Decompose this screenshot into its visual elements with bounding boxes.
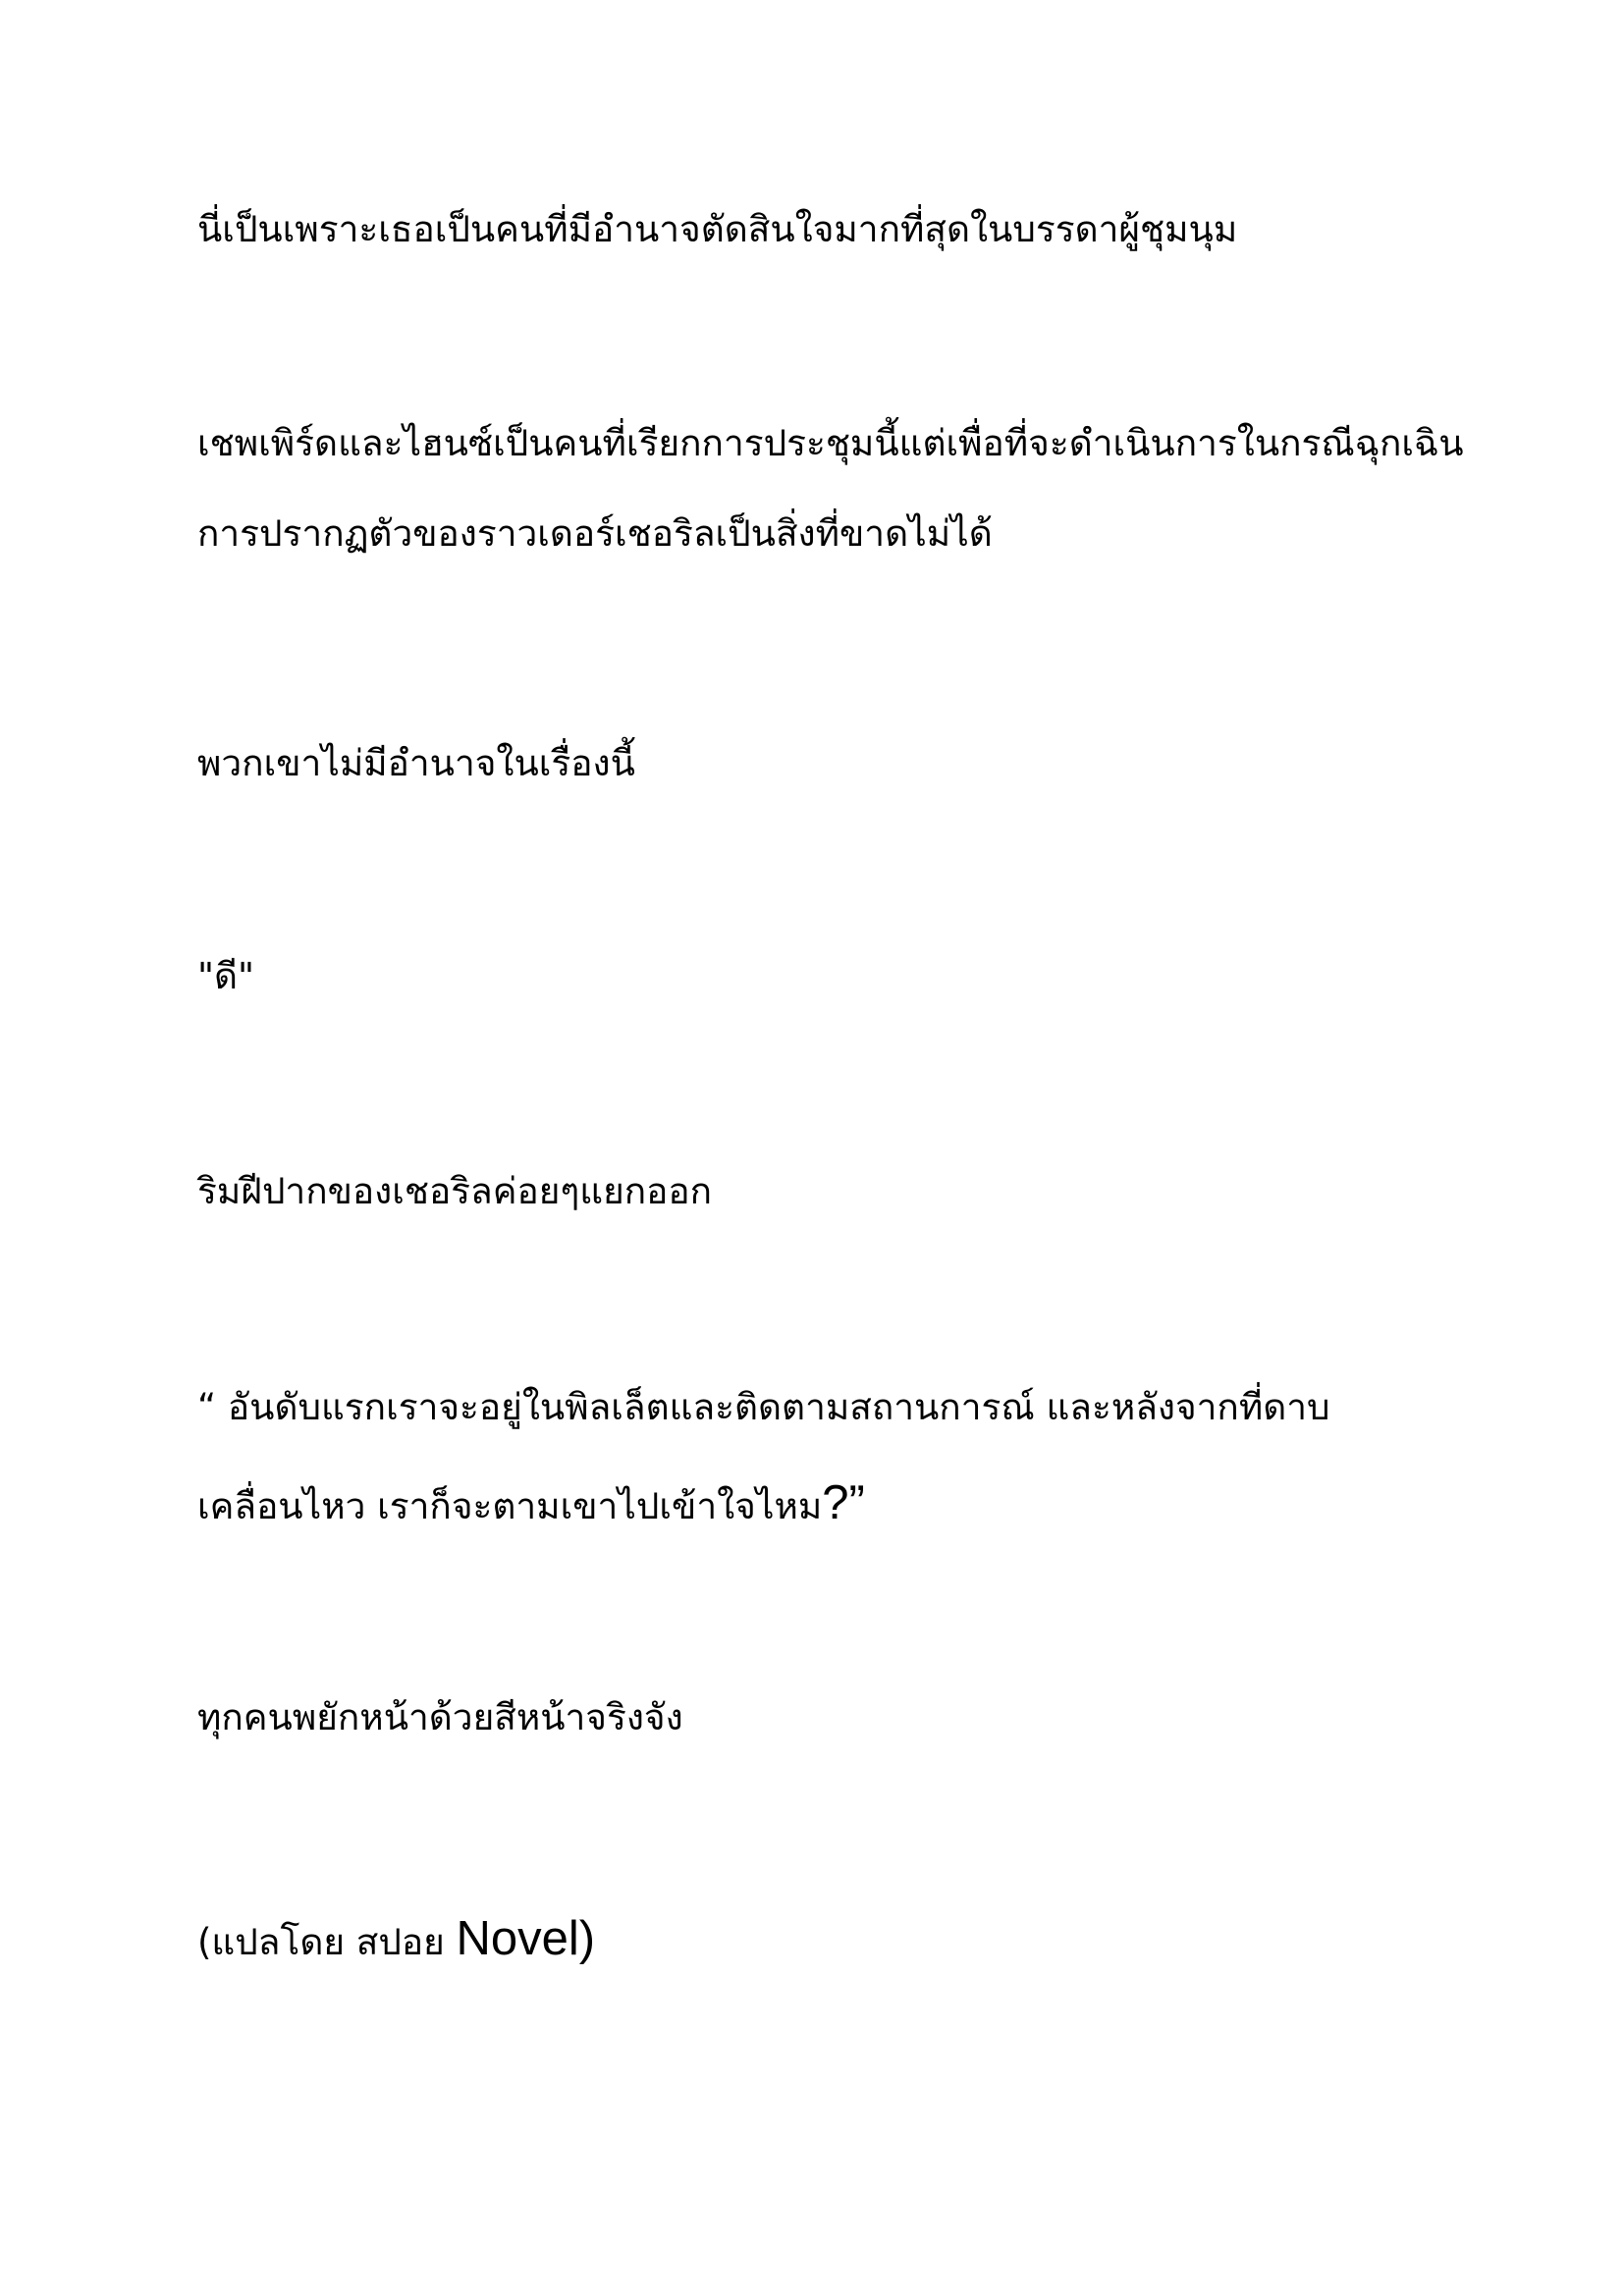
translator-credit xyxy=(197,1910,595,1968)
paragraph-line: ริมฝีปากของเชอริลค่อยๆแยกออก xyxy=(197,1170,713,1212)
credit-latin: Novel) xyxy=(456,1912,596,1965)
credit-text: (แปลโดย สปอย xyxy=(197,1921,457,1963)
closing-quote: ?” xyxy=(822,1476,865,1529)
paragraph-line: ทุกคนพยักหน้าด้วยสีหน้าจริงจัง xyxy=(197,1696,683,1738)
dialogue-text: เคลื่อนไหว เราก็จะตามเขาไปเข้าใจไหม xyxy=(197,1485,823,1527)
paragraph-line: การปรากฏตัวของราวเดอร์เชอริลเป็นสิ่งที่ขาดไม่ได้ xyxy=(197,512,993,555)
paragraph-line: เชพเพิร์ดและไฮนซ์เป็นคนที่เรียกการประชุมนี้แต่เพื่อที่จะดำเนินการในกรณีฉุกเฉิน xyxy=(197,422,1464,464)
paragraph-line: นี่เป็นเพราะเธอเป็นคนที่มีอำนาจตัดสินใจมากที่สุดในบรรดาผู้ชุมนุม xyxy=(197,208,1238,250)
dialogue-line: “ อันดับแรกเราจะอยู่ในพิลเล็ตและติดตามสถานการณ์ และหลังจากที่ดาบ xyxy=(197,1386,1330,1428)
dialogue-line xyxy=(197,1474,865,1532)
dialogue-line: "ดี" xyxy=(197,955,255,997)
paragraph-line: พวกเขาไม่มีอำนาจในเรื่องนี้ xyxy=(197,742,635,784)
